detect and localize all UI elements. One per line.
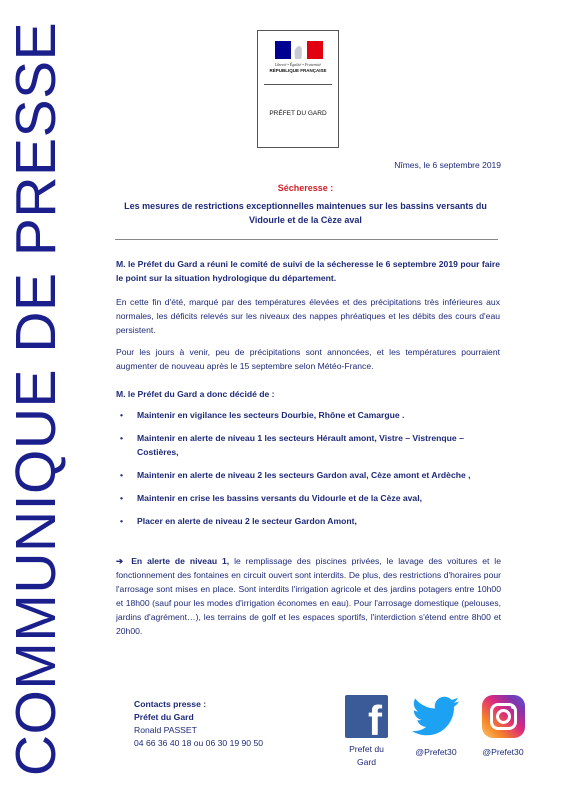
- title-divider: [115, 239, 498, 240]
- topic-heading: Sécheresse :: [277, 183, 334, 193]
- press-release-title: Les mesures de restrictions exceptionnelles maintenues sur les bassins versants du Vidourle et de la Cèze aval: [124, 201, 487, 225]
- measures-list: [116, 408, 500, 528]
- bullet-icon: •: [120, 433, 124, 443]
- situation-paragraph: En cette fin d'été, marqué par des températures élevées et des précipitations très inférieures aux normales, les déficits relevés sur les niveaux des nappes phréatiques et les débits des cours d'eau persistent.: [116, 297, 500, 335]
- contacts-phones: 04 66 36 40 18 ou 06 30 19 90 50: [134, 738, 264, 748]
- list-item: • Placer en alerte de niveau 2 le secteur Gardon Amont,: [120, 516, 357, 526]
- side-title-text: COMMUNIQUE DE PRESSE: [4, 21, 69, 777]
- marianne-flag-icon: [275, 41, 323, 59]
- instagram-icon[interactable]: [482, 695, 525, 738]
- contacts-org: Préfet du Gard: [134, 712, 194, 722]
- contacts-name: Ronald PASSET: [134, 725, 197, 735]
- twitter-handle[interactable]: @Prefet30: [415, 747, 457, 757]
- republic-motto: Liberté • Égalité • Fraternité: [274, 62, 322, 67]
- communique-de-presse-banner: [2, 23, 70, 775]
- instagram-handle[interactable]: @Prefet30: [482, 747, 524, 757]
- bullet-icon: •: [120, 410, 124, 420]
- press-contacts: [134, 698, 263, 750]
- document-date: Nîmes, le 6 septembre 2019: [394, 160, 501, 170]
- alert-text: le remplissage des piscines privées, le lavage des voitures et le fonctionnement des fontaines en circuit ouvert sont interdits. De plus, des restrictions d'horaires pour l'arrosage sont mises en place. Sont interdits l'irrigation agricole et des jardins potagers entre 10h00 et 18h00 (sauf pour les modes d'irrigation économes en eau). Pour l'arrosage domestique (pelouses, jardins d'agrément…), les terrains de golf et les espaces sportifs, l'interdiction s'étend entre 8h00 et 20h00.: [116, 556, 501, 636]
- facebook-icon[interactable]: f: [345, 695, 388, 738]
- intro-paragraph: M. le Préfet du Gard a réuni le comité de suivi de la sécheresse le 6 septembre 2019 pour faire le point sur la situation hydrologique du département.: [116, 259, 500, 283]
- list-item: • Maintenir en crise les bassins versants du Vidourle et de la Cèze aval,: [120, 493, 422, 503]
- list-item: • Maintenir en vigilance les secteurs Dourbie, Rhône et Camargue .: [120, 410, 405, 420]
- contacts-label: Contacts presse :: [134, 699, 207, 709]
- alert-lead: En alerte de niveau 1,: [131, 556, 230, 566]
- forecast-paragraph: Pour les jours à venir, peu de précipitations sont annoncées, et les températures pourraient augmenter de nouveau après le 15 septembre selon Météo-France.: [116, 347, 500, 371]
- republique-francaise-label: RÉPUBLIQUE FRANÇAISE: [269, 68, 327, 73]
- list-item: • Maintenir en alerte de niveau 2 les secteurs Gardon aval, Cèze amont et Ardèche ,: [120, 470, 471, 480]
- bullet-icon: •: [120, 470, 124, 480]
- prefet-du-gard-label: PRÉFET DU GARD: [269, 110, 327, 117]
- facebook-label-line2[interactable]: Gard: [356, 757, 377, 767]
- facebook-label-line1[interactable]: Prefet du: [349, 744, 384, 754]
- arrow-right-icon: ➔: [116, 556, 124, 566]
- alert-level-1-paragraph: [116, 555, 501, 638]
- prefecture-logo: [257, 30, 339, 148]
- twitter-link[interactable]: [405, 695, 467, 759]
- instagram-link[interactable]: [473, 695, 533, 759]
- facebook-link[interactable]: [339, 695, 394, 769]
- bullet-icon: •: [120, 493, 124, 503]
- logo-divider: [264, 84, 332, 85]
- list-item: • Maintenir en alerte de niveau 1 les secteurs Hérault amont, Vistre – Vistrenque – Costières,: [120, 433, 464, 457]
- decision-heading: M. le Préfet du Gard a donc décidé de :: [116, 389, 275, 399]
- bullet-icon: •: [120, 516, 124, 526]
- twitter-icon[interactable]: [412, 695, 460, 738]
